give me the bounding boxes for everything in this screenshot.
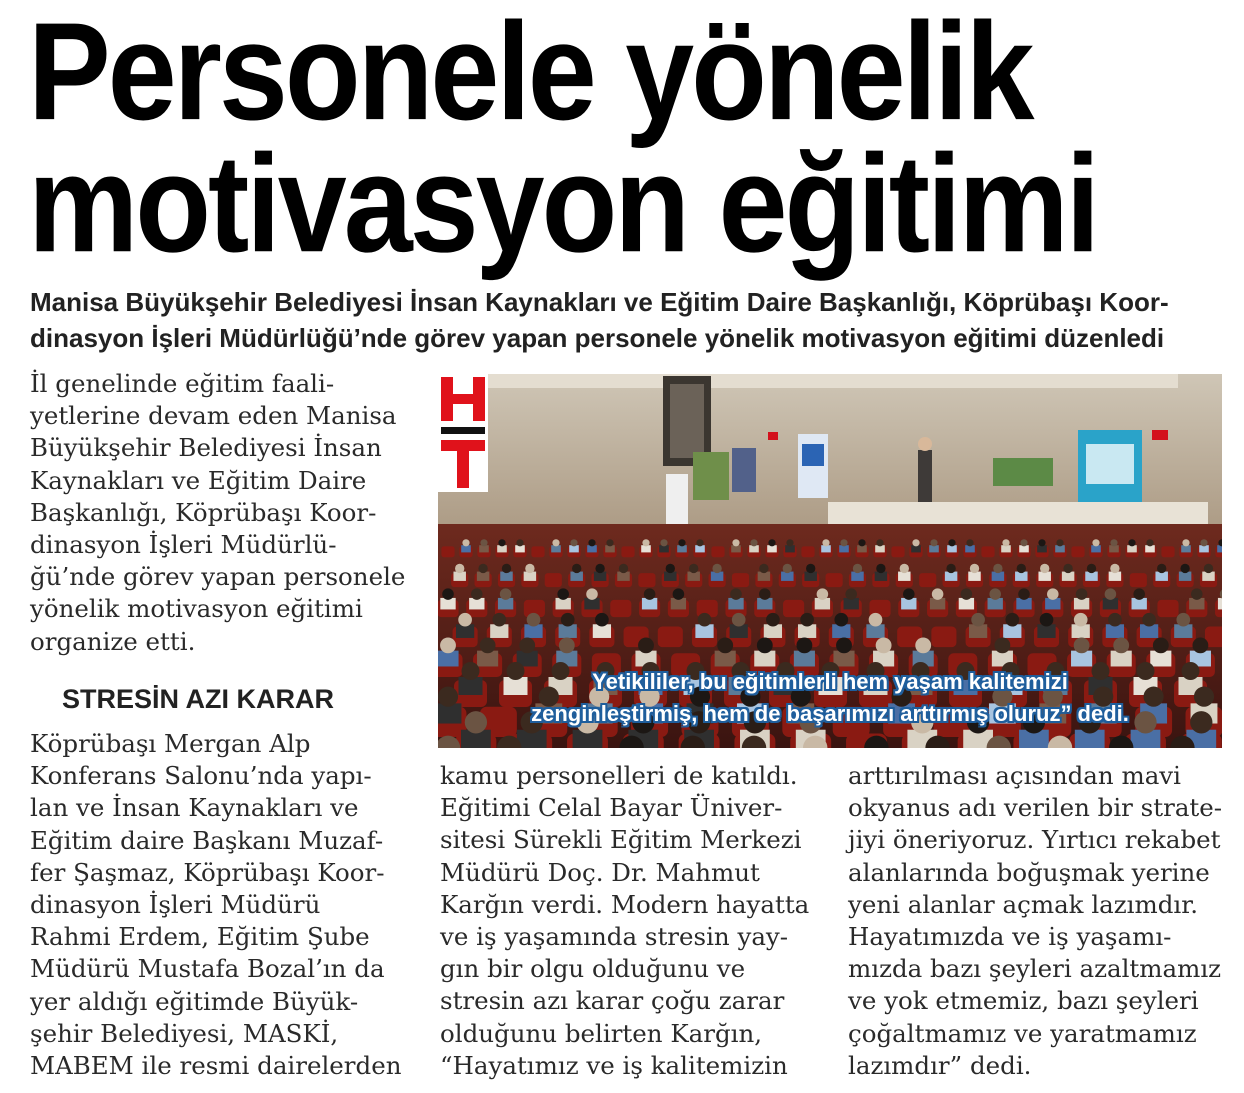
body-line: fer Şaşmaz, Köprübaşı Koor- xyxy=(30,857,385,887)
attendee-head xyxy=(1191,588,1203,600)
seat xyxy=(783,600,804,617)
body-line: “Hayatımız ve iş kalitemizin xyxy=(440,1050,788,1080)
body-line: lan ve İnsan Kaynakları ve xyxy=(30,793,359,823)
attendee-head xyxy=(712,564,721,573)
attendee-head xyxy=(845,588,857,600)
seat xyxy=(621,546,634,557)
attendee-head xyxy=(834,613,848,627)
attendee-head xyxy=(480,637,496,653)
attendee-head xyxy=(492,613,506,627)
attendee-head xyxy=(666,564,675,573)
attendee-head xyxy=(796,637,812,653)
attendee-head xyxy=(1157,564,1166,573)
attendee-head xyxy=(932,588,944,600)
attendee-head xyxy=(458,613,472,627)
attendee-head xyxy=(1192,637,1208,653)
attendee-head xyxy=(750,539,757,546)
caption-line-1: Yetikililer, bu eğitimlerli hem yaşam kalitemizi xyxy=(592,669,1068,694)
seat xyxy=(801,546,814,557)
attendee-head xyxy=(768,539,775,546)
seat xyxy=(931,627,956,648)
attendee-head xyxy=(527,613,541,627)
body-line: Rahmi Erdem, Eğitim Şube xyxy=(30,922,370,952)
news-photo xyxy=(438,374,1222,748)
attendee-head xyxy=(1020,539,1027,546)
body-line: gın bir olgu olduğunu ve xyxy=(440,954,746,984)
attendee-head xyxy=(912,539,919,546)
body-line: sitesi Sürekli Eğitim Merkezi xyxy=(440,825,802,855)
body-line: Konferans Salonu’nda yapı- xyxy=(30,761,372,791)
attendee-head xyxy=(606,539,613,546)
seat xyxy=(531,546,544,557)
attendee-head xyxy=(759,564,768,573)
attendee-head xyxy=(1002,539,1009,546)
attendee-head xyxy=(971,613,985,627)
body-line: dinasyon İşleri Müdürlü- xyxy=(30,530,337,560)
flag-right xyxy=(1152,430,1168,440)
headline-line-1: Personele yönelik xyxy=(28,0,1032,150)
stage-decor xyxy=(993,458,1053,486)
attendee-head xyxy=(757,637,773,653)
attendee-head xyxy=(1074,613,1088,627)
body-line: dinasyon İşleri Müdürü xyxy=(30,890,321,920)
attendee-head xyxy=(876,637,892,653)
attendee-head xyxy=(961,588,973,600)
spot-text xyxy=(30,284,1220,356)
attendee-head xyxy=(1076,588,1088,600)
attendee-head xyxy=(462,539,469,546)
attendee-head xyxy=(442,588,454,600)
attendee-head xyxy=(732,613,746,627)
photo-caption xyxy=(438,666,1222,730)
attendee-head xyxy=(1182,539,1189,546)
attendee-head xyxy=(806,564,815,573)
body-line: yetlerine devam eden Manisa xyxy=(30,401,397,431)
body-line: okyanus adı verilen bir strate- xyxy=(848,793,1223,823)
seat xyxy=(441,546,454,557)
body-line: lazımdır” dedi. xyxy=(848,1050,1032,1080)
section-subhead: STRESİN AZI KARAR xyxy=(62,684,335,714)
painting xyxy=(693,452,729,500)
attendee-head xyxy=(1110,539,1117,546)
attendee-head xyxy=(1176,613,1190,627)
attendee-head xyxy=(1017,564,1026,573)
attendee-head xyxy=(638,637,654,653)
body-line: Köprübaşı Mergan Alp xyxy=(30,729,311,758)
attendee-head xyxy=(994,637,1010,653)
attendee-head xyxy=(478,564,487,573)
attendee-head xyxy=(588,539,595,546)
seat xyxy=(1157,600,1178,617)
attendee-head xyxy=(595,613,609,627)
attendee-head xyxy=(1200,539,1207,546)
attendee-head xyxy=(696,539,703,546)
seat xyxy=(919,573,936,587)
attendee-head xyxy=(1056,539,1063,546)
attendee-head xyxy=(1113,637,1129,653)
attendee-head xyxy=(500,588,512,600)
body-line: yönelik motivasyon eğitimi xyxy=(30,594,363,624)
caption-line-2: zenginleştirmiş, hem de başarımızı arttırmış oluruz” dedi. xyxy=(531,701,1129,726)
column-1-body xyxy=(30,728,410,1082)
body-line: ve iş yaşamında stresin yay- xyxy=(440,922,789,952)
attendee-head xyxy=(1005,613,1019,627)
spot-line-1: Manisa Büyükşehir Belediyesi İnsan Kaynakları ve Eğitim Daire Başkanlığı, Köprübaşı Koor- xyxy=(30,287,1169,317)
attendee-head xyxy=(1105,588,1117,600)
body-line: ğü’nde görev yapan personele xyxy=(30,562,406,592)
attendee-head xyxy=(858,539,865,546)
body-line: alanlarında boğuşmak yerine xyxy=(848,857,1210,887)
attendee-head xyxy=(525,564,534,573)
column-1-intro xyxy=(30,368,410,658)
attendee-head xyxy=(930,539,937,546)
speaker-figure xyxy=(918,450,932,506)
body-line: organize etti. xyxy=(30,626,196,656)
spot-line-2: dinasyon İşleri Müdürlüğü’nde görev yapan personele yönelik motivasyon eğitimi düzenledi xyxy=(30,323,1165,353)
seat xyxy=(891,546,904,557)
attendee-head xyxy=(502,564,511,573)
attendee-head xyxy=(1108,613,1122,627)
body-line: yer aldığı eğitimde Büyük- xyxy=(30,986,359,1016)
attendee-head xyxy=(644,588,656,600)
body-line: Eğitim daire Başkanı Muzaf- xyxy=(30,825,384,855)
body-line: Başkanlığı, Köprübaşı Koor- xyxy=(30,497,377,527)
attendee-head xyxy=(800,613,814,627)
attendee-head xyxy=(1146,539,1153,546)
attendee-head xyxy=(876,564,885,573)
attendee-head xyxy=(732,539,739,546)
flag-left xyxy=(768,432,778,440)
seat xyxy=(826,573,843,587)
body-line: mızda bazı şeyleri azaltmamız xyxy=(848,954,1222,984)
headline xyxy=(28,0,1228,282)
body-line: Karğın verdi. Modern hayatta xyxy=(440,889,810,919)
attendee-head xyxy=(1040,613,1054,627)
seat xyxy=(981,546,994,557)
attendee-head xyxy=(519,637,535,653)
attendee-head xyxy=(559,637,575,653)
seat xyxy=(1071,546,1084,557)
attendee-body xyxy=(1218,598,1222,610)
body-line: Büyükşehir Belediyesi İnsan xyxy=(30,433,382,463)
attendee-head xyxy=(970,564,979,573)
body-line: Müdürü Mustafa Bozal’ın da xyxy=(30,954,385,984)
seat xyxy=(711,546,724,557)
attendee-head xyxy=(717,637,733,653)
body-line: MABEM ile resmi dairelerden xyxy=(30,1051,402,1081)
column-2 xyxy=(440,760,820,1082)
attendee-head xyxy=(586,588,598,600)
attendee-head xyxy=(561,613,575,627)
attendee-head xyxy=(903,588,915,600)
attendee-head xyxy=(455,564,464,573)
attendee-head xyxy=(786,539,793,546)
attendee-head xyxy=(759,588,771,600)
attendee-head xyxy=(822,539,829,546)
attendee-head xyxy=(989,588,1001,600)
headline-line-2: motivasyon eğitimi xyxy=(28,126,1098,282)
attendee-head xyxy=(1128,539,1135,546)
body-line: Kaynakları ve Eğitim Daire xyxy=(30,465,367,495)
body-line: çoğaltmamız ve yaratmamız xyxy=(848,1018,1197,1048)
attendee-head xyxy=(1040,564,1049,573)
attendee-head xyxy=(1038,539,1045,546)
seat xyxy=(1161,546,1174,557)
attendee-head xyxy=(1063,564,1072,573)
body-line: stresin azı karar çoğu zarar xyxy=(440,986,785,1016)
body-line: Eğitimi Celal Bayar Üniver- xyxy=(440,793,783,823)
attendee-head xyxy=(966,539,973,546)
attendee-head xyxy=(948,539,955,546)
attendee-head xyxy=(836,637,852,653)
body-line: jiyi öneriyoruz. Yırtıcı rekabet xyxy=(848,825,1221,855)
attendee-head xyxy=(1074,637,1090,653)
attendee-head xyxy=(572,564,581,573)
body-line: ve yok etmemiz, bazı şeyleri xyxy=(848,986,1199,1016)
attendee-head xyxy=(915,637,931,653)
attendee-head xyxy=(557,588,569,600)
seat xyxy=(732,573,749,587)
attendee-head xyxy=(853,564,862,573)
attendee-head xyxy=(689,564,698,573)
attendee-head xyxy=(1110,564,1119,573)
column-3 xyxy=(848,760,1228,1082)
attendee-head xyxy=(869,613,883,627)
body-line: İl genelinde eğitim faali- xyxy=(30,369,335,398)
attendee-head xyxy=(1018,588,1030,600)
attendee-head xyxy=(876,539,883,546)
attendee-head xyxy=(1204,564,1213,573)
body-line: kamu personelleri de katıldı. xyxy=(440,761,798,790)
attendee-head xyxy=(766,613,780,627)
body-line: Müdürü Doç. Dr. Mahmut xyxy=(440,857,760,887)
attendee-head xyxy=(1133,588,1145,600)
seat xyxy=(545,573,562,587)
attendee-head xyxy=(595,564,604,573)
attendee-head xyxy=(570,539,577,546)
seat xyxy=(658,627,683,648)
attendee-head xyxy=(840,539,847,546)
attendee-head xyxy=(619,564,628,573)
attendee-head xyxy=(552,539,559,546)
attendee-head xyxy=(471,588,483,600)
attendee-head xyxy=(730,588,742,600)
attendee-head xyxy=(1180,564,1189,573)
body-line: şehir Belediyesi, MASKİ, xyxy=(30,1018,339,1048)
attendee-head xyxy=(698,613,712,627)
attendee-head xyxy=(678,539,685,546)
seat xyxy=(1130,573,1147,587)
ht-logo xyxy=(438,374,488,492)
body-line: yeni alanlar açmak lazımdır. xyxy=(848,889,1199,919)
attendee-head xyxy=(480,539,487,546)
attendee-head xyxy=(1087,564,1096,573)
attendee-head xyxy=(946,564,955,573)
attendee-head xyxy=(1092,539,1099,546)
attendee-head xyxy=(440,637,456,653)
body-line: arttırılması açısından mavi xyxy=(848,761,1181,790)
attendee-head xyxy=(516,539,523,546)
body-line: olduğunu belirten Karğın, xyxy=(440,1018,763,1048)
attendee-head xyxy=(660,539,667,546)
attendee-head xyxy=(1142,613,1156,627)
attendee-head xyxy=(783,564,792,573)
attendee-head xyxy=(642,539,649,546)
attendee-head xyxy=(498,539,505,546)
attendee-head xyxy=(817,588,829,600)
attendee-head xyxy=(993,564,1002,573)
seat xyxy=(610,600,631,617)
attendee-head xyxy=(1153,637,1169,653)
attendee-head xyxy=(1047,588,1059,600)
body-line: Hayatımızda ve iş yaşamı- xyxy=(848,922,1172,952)
attendee-head xyxy=(673,588,685,600)
air-conditioner xyxy=(666,474,688,530)
seat xyxy=(638,573,655,587)
attendee-head xyxy=(900,564,909,573)
